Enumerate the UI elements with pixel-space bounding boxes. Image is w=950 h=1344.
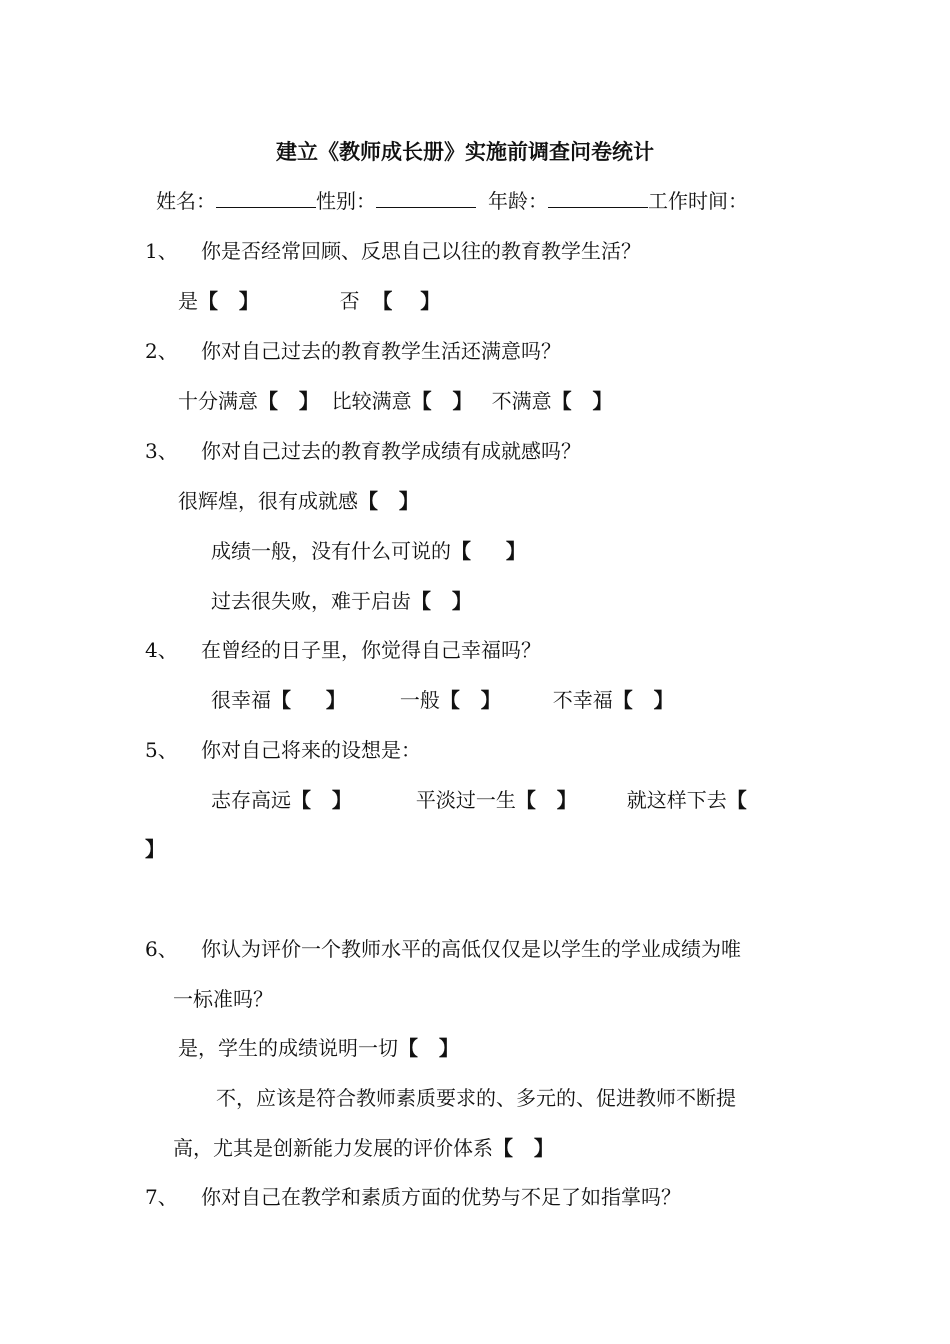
option-bracket[interactable]: 【 】 — [612, 688, 674, 712]
question-number: 1、 — [145, 239, 178, 263]
question-number: 6、 — [145, 937, 178, 961]
option-label: 平淡过一生 — [415, 788, 516, 812]
option-label: 成绩一般，没有什么可说的 — [211, 539, 451, 563]
option-label: 是 — [178, 289, 198, 313]
option-bracket[interactable]: 【 】 — [493, 1136, 554, 1160]
option-label: 志存高远 — [211, 788, 291, 812]
question-text: 你对自己过去的教育教学成绩有成就感吗？ — [201, 439, 581, 463]
question-3-option-1 — [178, 487, 419, 515]
option-label: 是，学生的成绩说明一切 — [178, 1036, 398, 1060]
option-bracket[interactable]: 【 】 — [451, 539, 526, 563]
name-blank[interactable] — [216, 187, 316, 208]
question-text: 在曾经的日子里，你觉得自己幸福吗？ — [201, 638, 541, 662]
option-bracket-open[interactable]: 【 — [726, 788, 747, 812]
question-6-option-2-line-1: 不，应该是符合教师素质要求的、多元的、促进教师不断提 — [216, 1086, 736, 1110]
option-bracket[interactable]: 【 】 — [358, 489, 419, 513]
question-2-options — [178, 387, 612, 415]
question-6-option-2-line-2 — [173, 1134, 554, 1162]
option-label: 很幸福 — [211, 688, 271, 712]
question-4-options — [211, 686, 674, 714]
option-label: 过去很失败，难于启齿 — [211, 589, 411, 613]
option-bracket[interactable]: 【 】 — [198, 289, 259, 313]
gender-label: 性别： — [316, 189, 376, 213]
question-6 — [145, 935, 741, 963]
question-number: 5、 — [145, 738, 178, 762]
question-1 — [145, 237, 641, 265]
option-bracket[interactable]: 【 】 — [291, 788, 352, 812]
question-number: 2、 — [145, 339, 178, 363]
question-6-option-1 — [178, 1034, 459, 1062]
option-label: 不满意 — [491, 389, 552, 413]
option-label: 十分满意 — [178, 389, 258, 413]
option-bracket[interactable]: 【 】 — [551, 389, 613, 413]
question-7 — [145, 1183, 681, 1211]
question-number: 4、 — [145, 638, 178, 662]
option-bracket[interactable]: 【 】 — [372, 289, 441, 313]
question-5-options — [211, 786, 747, 814]
question-number: 7、 — [145, 1185, 178, 1209]
question-text-line-1: 你认为评价一个教师水平的高低仅仅是以学生的学业成绩为唯 — [201, 937, 741, 961]
option-bracket[interactable]: 【 】 — [411, 389, 473, 413]
age-blank[interactable] — [548, 187, 648, 208]
question-text: 你对自己过去的教育教学生活还满意吗？ — [201, 339, 561, 363]
question-1-options — [178, 287, 440, 315]
option-label: 一般 — [399, 688, 440, 712]
question-text: 你对自己将来的设想是： — [201, 738, 421, 762]
gender-blank[interactable] — [376, 187, 476, 208]
name-label: 姓名： — [156, 189, 216, 213]
question-2 — [145, 337, 561, 365]
info-line — [156, 187, 748, 215]
question-text: 你是否经常回顾、反思自己以往的教育教学生活？ — [201, 239, 641, 263]
option-bracket[interactable]: 【 】 — [411, 589, 472, 613]
question-5 — [145, 736, 421, 764]
option-label: 就这样下去 — [626, 788, 727, 812]
question-text-line-2: 一标准吗？ — [173, 987, 273, 1011]
option-label: 否 — [339, 289, 360, 313]
question-4 — [145, 636, 541, 664]
option-bracket[interactable]: 【 】 — [398, 1036, 459, 1060]
option-bracket[interactable]: 【 】 — [439, 688, 501, 712]
worktime-label: 工作时间： — [648, 189, 748, 213]
option-label: 高，尤其是创新能力发展的评价体系 — [173, 1136, 493, 1160]
age-label: 年龄： — [488, 189, 548, 213]
option-bracket[interactable]: 【 】 — [258, 389, 319, 413]
question-number: 3、 — [145, 439, 178, 463]
question-text: 你对自己在教学和素质方面的优势与不足了如指掌吗？ — [201, 1185, 681, 1209]
question-3 — [145, 437, 581, 465]
option-bracket[interactable]: 【 】 — [515, 788, 577, 812]
question-3-option-3 — [211, 587, 472, 615]
option-bracket-close[interactable]: 】 — [145, 837, 165, 861]
option-label: 很辉煌，很有成就感 — [178, 489, 358, 513]
page-title: 建立《教师成长册》实施前调查问卷统计 — [276, 139, 654, 164]
question-3-option-2 — [211, 537, 526, 565]
option-label: 比较满意 — [331, 389, 412, 413]
option-bracket[interactable]: 【 】 — [271, 688, 346, 712]
option-label: 不幸福 — [552, 688, 613, 712]
